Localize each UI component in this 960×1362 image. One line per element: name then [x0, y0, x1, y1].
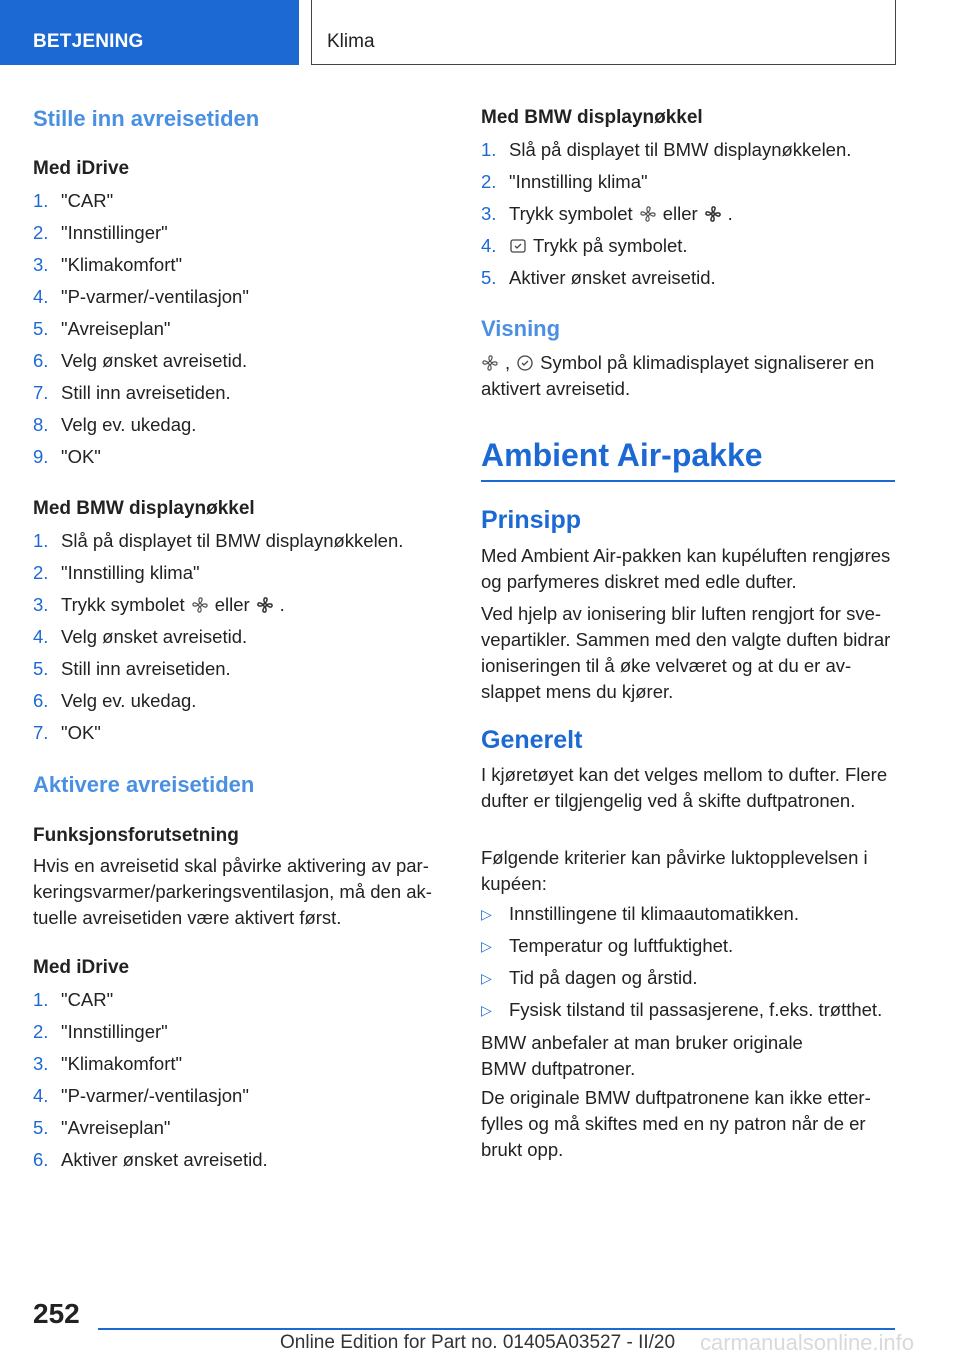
fan-auto-icon [704, 205, 722, 223]
section-label: BETJENING [33, 31, 144, 52]
heading-display: Visning [481, 316, 561, 341]
display-text-line2: aktivert avreisetid. [481, 378, 631, 399]
edition-text: Online Edition for Part no. 01405A03527 - II/20 [280, 1332, 676, 1353]
heading-principle: Prinsipp [481, 506, 582, 534]
general-text-4: De originale BMW duftpatronene kan ikke etterfylles og må skiftes med en ny patron når de er brukt opp. [481, 1087, 871, 1160]
topic-label: Klima [327, 31, 375, 52]
general-text-1: I kjøretøyet kan det velges mellom to dufter. Flere dufter er tilgjengelig ved å skifte duftpatronen. [481, 764, 888, 811]
heading-set-departure: Stille inn avreisetiden [33, 106, 260, 131]
prerequisite-text: Hvis en avreisetid skal påvirke aktivering av parkeringsvarmer/parkeringsventilasjon, må den aktuelle avreisetiden være aktivert først. [33, 855, 432, 928]
fan-icon [639, 205, 657, 223]
principle-text-1: Med Ambient Air-pakken kan kupéluften rengjøres og parfymeres diskret med edle dufter. [481, 545, 891, 592]
subheading-idrive-2: Med iDrive [33, 957, 130, 978]
heading-ambient-air: Ambient Air-pakke [481, 437, 763, 473]
fan-auto-icon [256, 596, 274, 614]
display-text-line1: , Symbol på klimadisplayet signaliserer en [481, 350, 896, 376]
topic-tab [311, 0, 896, 65]
fan-icon [191, 596, 209, 614]
timer-icon [509, 237, 527, 255]
heading-general: Generelt [481, 726, 583, 754]
page-header [0, 0, 960, 66]
fan-icon [481, 354, 499, 372]
subheading-idrive: Med iDrive [33, 158, 130, 179]
general-text-3: BMW anbefaler at man bruker originale BMW duftpatroner. [481, 1032, 803, 1079]
subheading-display-key: Med BMW displaynøkkel [33, 498, 255, 519]
principle-text-2: Ved hjelp av ionisering blir luften rengjort for svevepartikler. Sammen med den valgte duften bidrar ioniseringen til å øke velværet og at du er avslappet mens du kjører. [481, 603, 891, 702]
subheading-prerequisite: Funksjonsforutsetning [33, 825, 239, 846]
watermark: carmanualsonline.info [700, 1330, 915, 1355]
clock-icon [516, 354, 534, 372]
page-number: 252 [33, 1298, 80, 1329]
section-tab [0, 0, 299, 65]
general-text-2: Følgende kriterier kan påvirke luktopplevelsen i kupéen: [481, 847, 868, 894]
heading-underline [481, 480, 895, 482]
subheading-display-key-2: Med BMW displaynøkkel [481, 107, 703, 128]
heading-activate-departure: Aktivere avreisetiden [33, 772, 255, 797]
